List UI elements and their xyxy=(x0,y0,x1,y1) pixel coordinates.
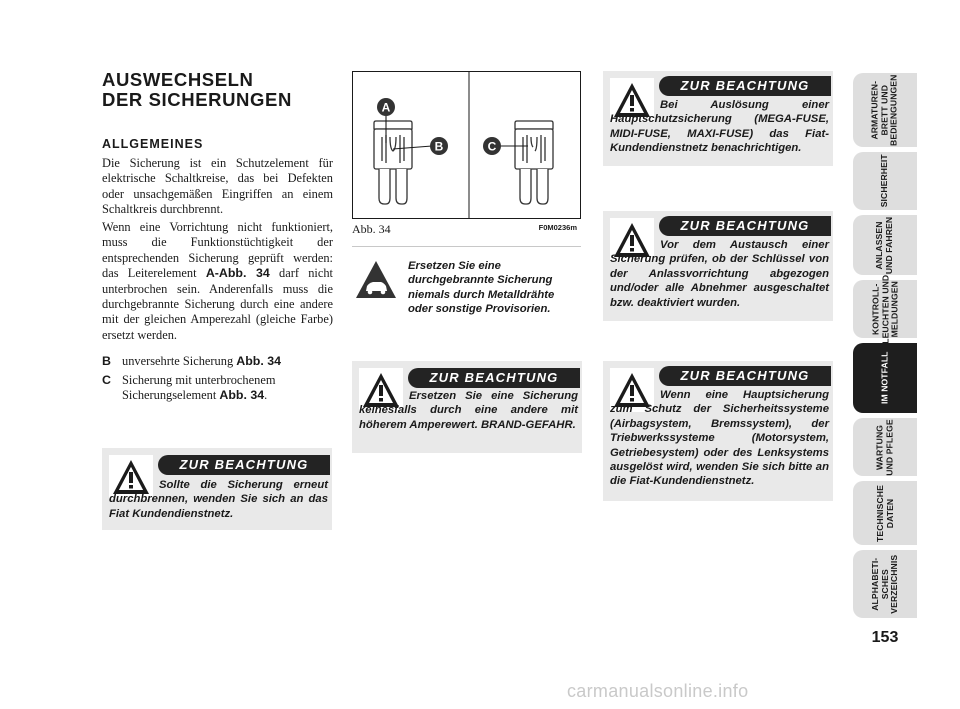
note-divider xyxy=(352,246,581,247)
definition-key: C xyxy=(102,373,111,387)
tab-label: ARMATUREN- BRETT UND BEDIENGUNGEN xyxy=(869,74,899,146)
definition-b xyxy=(102,354,333,369)
tab-anlassen[interactable] xyxy=(853,215,917,275)
fuse-figure xyxy=(352,71,581,219)
tab-technische-daten[interactable] xyxy=(853,481,917,545)
warning-box-4 xyxy=(603,211,833,321)
watermark: carmanualsonline.info xyxy=(567,681,749,701)
marker-c xyxy=(483,137,501,155)
definition-text: Sicherung mit unterbrochenem Sicherungselement xyxy=(122,373,276,403)
tab-label: IM NOTFALL xyxy=(879,351,890,405)
subheading: ALLGEMEINES xyxy=(102,137,204,151)
section-title-line2: DER SICHERUNGEN xyxy=(102,89,292,110)
tab-label: TECHNISCHE DATEN xyxy=(874,484,894,542)
marker-b-text: B xyxy=(434,139,444,154)
warning-label: ZUR BEACHTUNG xyxy=(158,455,330,475)
check-paragraph-text: Wenn eine Vorrichtung nicht funktioniert, muss die Funktionstüchtigkeit der entsprechenden Sicherung geprüft werden: das Leiterelement xyxy=(102,220,333,281)
check-paragraph xyxy=(102,220,333,343)
marker-b xyxy=(430,137,448,155)
marker-a xyxy=(377,98,395,116)
definition-c: C Sicherung mit unterbrochenem Sicherungselement Abb. 34. xyxy=(102,373,276,403)
figure-caption xyxy=(352,222,581,236)
tab-label: WARTUNG UND PFLEGE xyxy=(874,418,894,476)
section-title xyxy=(102,70,342,110)
car-note xyxy=(352,252,581,324)
warning-text: Vor dem Austausch einer Sicherung prüfen, ob der Schlüssel von der Anlassvorrichtung abgezogen und/oder alle Abnehmer ausgeschaltet bzw. deaktiviert wurden. xyxy=(610,239,829,309)
tab-label: KONTROLL- LEUCHTEN UND MELDUNGEN xyxy=(869,274,899,344)
tab-label: SICHERHEIT xyxy=(879,154,890,208)
definition-key: B xyxy=(102,354,111,368)
tab-sicherheit[interactable] xyxy=(853,152,917,210)
warning-label: ZUR BEACHTUNG xyxy=(659,216,831,236)
tab-armaturenbrett[interactable] xyxy=(853,73,917,147)
warning-box-1 xyxy=(102,448,332,530)
tab-verzeichnis[interactable] xyxy=(853,550,917,618)
tab-wartung[interactable] xyxy=(853,418,917,476)
warning-text: Bei Auslösung einer Hauptschutzsicherung (MEGA-FUSE, MIDI-FUSE, MAXI-FUSE) das Fiat-Kundendienstnetz benachrichtigen. xyxy=(610,99,829,155)
figure-reference: Abb. 34 xyxy=(236,354,282,368)
car-note-text: Ersetzen Sie eine durchgebrannte Sicherung niemals durch Metalldrähte oder sonstige Provisorien. xyxy=(408,260,555,316)
warning-label: ZUR BEACHTUNG xyxy=(659,366,831,386)
warning-box-2 xyxy=(352,361,582,453)
tab-label: ANLASSEN UND FAHREN xyxy=(874,216,894,274)
section-title-line1: AUSWECHSELN xyxy=(102,69,254,90)
definition-text: unversehrte Sicherung xyxy=(122,354,234,368)
warning-box-5 xyxy=(603,361,833,501)
car-warning-icon xyxy=(354,258,398,302)
tab-kontrollleuchten[interactable] xyxy=(853,274,917,344)
figure-reference: Abb. 34 xyxy=(219,388,265,403)
figure-code: F0M0236m xyxy=(538,223,577,232)
warning-label: ZUR BEACHTUNG xyxy=(408,368,580,388)
check-paragraph-text-2: darf nicht unterbrochen sein. Anderenfalls muss die durchgebrannte Sicherung durch eine andere mit der gleichen Amperezahl (gleiche Farbe) ersetzt werden. xyxy=(102,266,333,342)
intro-paragraph: Die Sicherung ist ein Schutzelement für elektrische Schaltkreise, das bei Defekten oder unsachgemäßen Eingriffen an einem Schaltkreis durchbrennt. xyxy=(102,156,333,217)
marker-a-text: A xyxy=(381,100,391,115)
page-number: 153 xyxy=(871,629,899,646)
warning-text: Ersetzen Sie eine Sicherung keinesfalls durch eine andere mit höherem Amperewert. BRAND-GEFAHR. xyxy=(359,390,578,431)
tab-label: ALPHABETI- SCHES VERZEICHNIS xyxy=(869,554,899,614)
warning-text: Wenn eine Hauptsicherung zum Schutz der Sicherheitssysteme (Airbagsystem, Bremssystem), der Triebwerkssysteme (Motorsystem, Getriebesystem) oder des Lenksystems ausgelöst wird, wenden Sie sich bitte an die Fiat-Kundendienstnetz. xyxy=(610,389,829,488)
figure-label: Abb. 34 xyxy=(352,222,391,236)
warning-label: ZUR BEACHTUNG xyxy=(659,76,831,96)
warning-box-3 xyxy=(603,71,833,166)
figure-reference-a: A-Abb. 34 xyxy=(205,266,270,281)
tab-im-notfall[interactable] xyxy=(853,343,917,413)
marker-c-text: C xyxy=(487,139,497,154)
warning-text: Sollte die Sicherung erneut durchbrennen, wenden Sie sich an das Fiat Kundendienstnetz. xyxy=(109,479,328,520)
